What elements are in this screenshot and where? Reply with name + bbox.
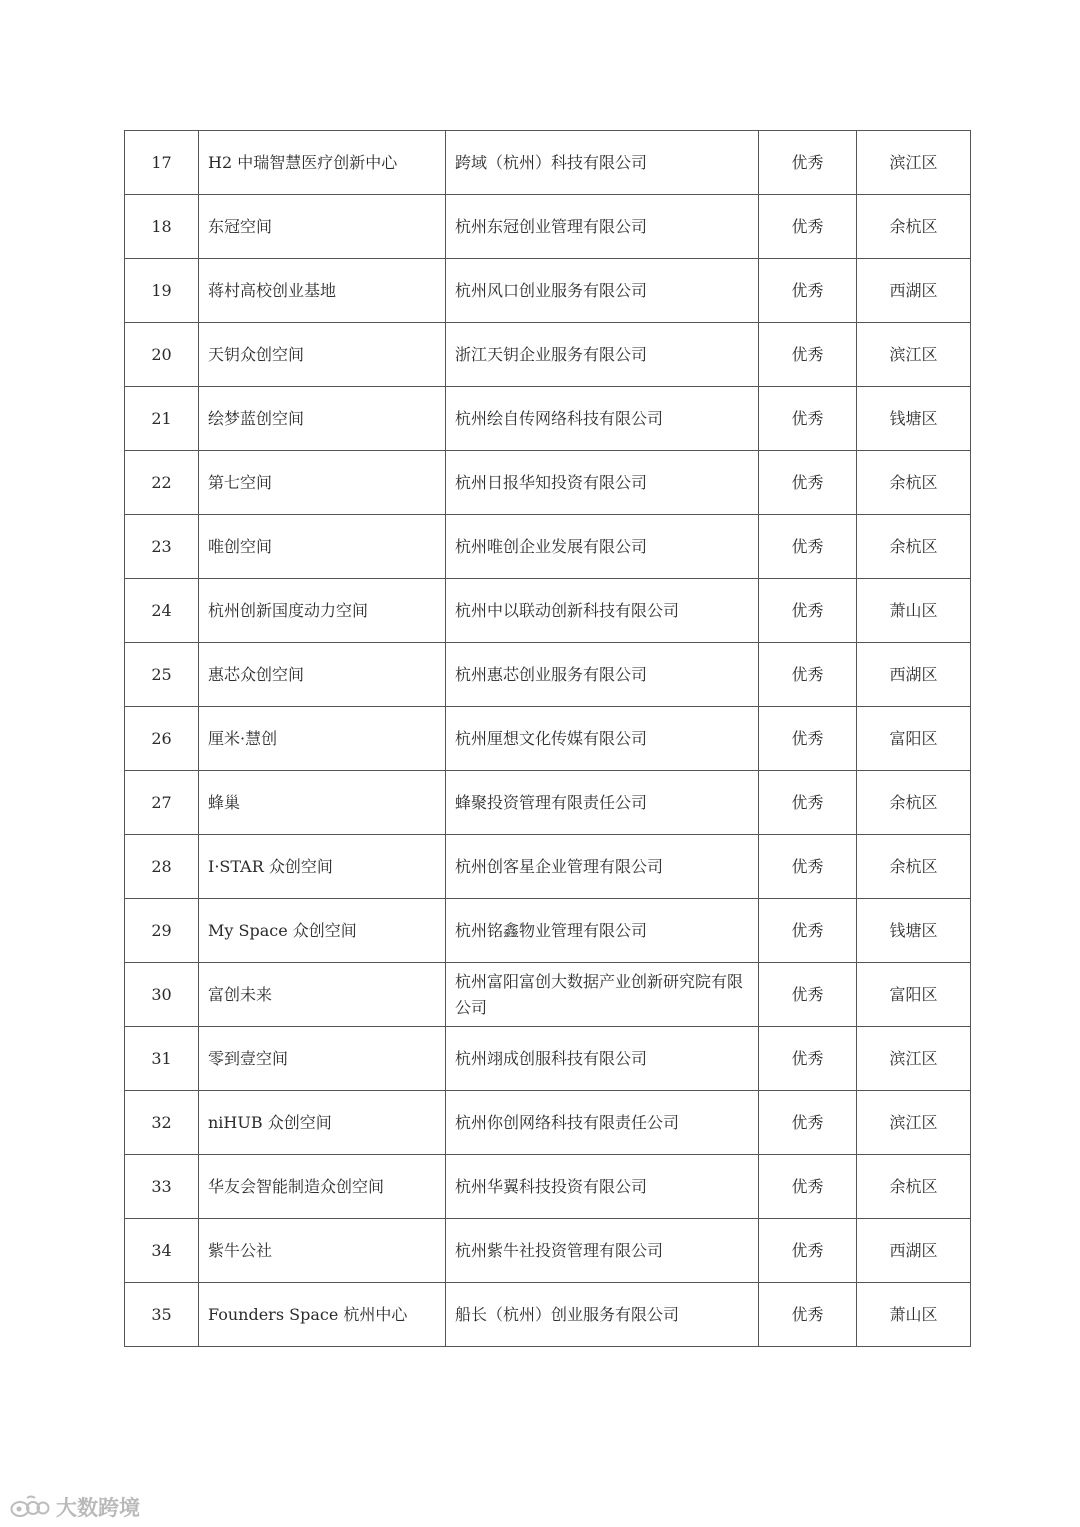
table-row bbox=[125, 579, 971, 643]
watermark-text: 大数跨境 bbox=[56, 1496, 140, 1520]
space-name-cell: 厘米·慧创 bbox=[199, 707, 446, 771]
rating-cell: 优秀 bbox=[759, 899, 857, 963]
table-row bbox=[125, 963, 971, 1027]
operating-company-cell: 浙江天钥企业服务有限公司 bbox=[446, 323, 759, 387]
rating-cell: 优秀 bbox=[759, 259, 857, 323]
table-row bbox=[125, 1219, 971, 1283]
row-index-cell: 22 bbox=[125, 451, 199, 515]
rating-cell: 优秀 bbox=[759, 579, 857, 643]
table-row bbox=[125, 515, 971, 579]
rating-cell: 优秀 bbox=[759, 643, 857, 707]
rating-cell: 优秀 bbox=[759, 1219, 857, 1283]
space-name-cell: 富创未来 bbox=[199, 963, 446, 1027]
rating-cell: 优秀 bbox=[759, 1027, 857, 1091]
district-cell: 萧山区 bbox=[857, 579, 971, 643]
space-name-cell: 唯创空间 bbox=[199, 515, 446, 579]
row-index-cell: 30 bbox=[125, 963, 199, 1027]
rating-cell: 优秀 bbox=[759, 1283, 857, 1347]
table-row bbox=[125, 1027, 971, 1091]
space-name-cell: 绘梦蓝创空间 bbox=[199, 387, 446, 451]
row-index-cell: 35 bbox=[125, 1283, 199, 1347]
district-cell: 余杭区 bbox=[857, 1155, 971, 1219]
rating-cell: 优秀 bbox=[759, 387, 857, 451]
operating-company-cell: 蜂聚投资管理有限责任公司 bbox=[446, 771, 759, 835]
operating-company-cell: 杭州富阳富创大数据产业创新研究院有限公司 bbox=[446, 963, 759, 1027]
space-name-cell: 紫牛公社 bbox=[199, 1219, 446, 1283]
district-cell: 钱塘区 bbox=[857, 387, 971, 451]
space-name-cell: 蒋村高校创业基地 bbox=[199, 259, 446, 323]
district-cell: 西湖区 bbox=[857, 259, 971, 323]
space-name-cell: 东冠空间 bbox=[199, 195, 446, 259]
operating-company-cell: 杭州惠芯创业服务有限公司 bbox=[446, 643, 759, 707]
district-cell: 富阳区 bbox=[857, 707, 971, 771]
operating-company-cell: 杭州你创网络科技有限责任公司 bbox=[446, 1091, 759, 1155]
rating-cell: 优秀 bbox=[759, 195, 857, 259]
operating-company-cell: 杭州风口创业服务有限公司 bbox=[446, 259, 759, 323]
district-cell: 余杭区 bbox=[857, 451, 971, 515]
operating-company-cell: 杭州中以联动创新科技有限公司 bbox=[446, 579, 759, 643]
table-row bbox=[125, 771, 971, 835]
row-index-cell: 27 bbox=[125, 771, 199, 835]
rating-cell: 优秀 bbox=[759, 1155, 857, 1219]
row-index-cell: 17 bbox=[125, 131, 199, 195]
operating-company-cell: 船长（杭州）创业服务有限公司 bbox=[446, 1283, 759, 1347]
rating-cell: 优秀 bbox=[759, 323, 857, 387]
operating-company-cell: 杭州铭鑫物业管理有限公司 bbox=[446, 899, 759, 963]
table-row bbox=[125, 835, 971, 899]
rating-cell: 优秀 bbox=[759, 835, 857, 899]
rating-cell: 优秀 bbox=[759, 131, 857, 195]
table-row bbox=[125, 643, 971, 707]
space-name-cell: Founders Space 杭州中心 bbox=[199, 1283, 446, 1347]
incubator-list-table bbox=[124, 130, 971, 1347]
district-cell: 余杭区 bbox=[857, 195, 971, 259]
table-row bbox=[125, 387, 971, 451]
table-row bbox=[125, 131, 971, 195]
space-name-cell: 杭州创新国度动力空间 bbox=[199, 579, 446, 643]
table-row bbox=[125, 1091, 971, 1155]
district-cell: 滨江区 bbox=[857, 323, 971, 387]
table-row bbox=[125, 707, 971, 771]
district-cell: 余杭区 bbox=[857, 771, 971, 835]
rating-cell: 优秀 bbox=[759, 963, 857, 1027]
space-name-cell: 华友会智能制造众创空间 bbox=[199, 1155, 446, 1219]
rating-cell: 优秀 bbox=[759, 771, 857, 835]
operating-company-cell: 杭州唯创企业发展有限公司 bbox=[446, 515, 759, 579]
rating-cell: 优秀 bbox=[759, 451, 857, 515]
space-name-cell: I·STAR 众创空间 bbox=[199, 835, 446, 899]
table-row bbox=[125, 323, 971, 387]
district-cell: 余杭区 bbox=[857, 835, 971, 899]
row-index-cell: 33 bbox=[125, 1155, 199, 1219]
operating-company-cell: 杭州绘自传网络科技有限公司 bbox=[446, 387, 759, 451]
row-index-cell: 19 bbox=[125, 259, 199, 323]
operating-company-cell: 杭州创客星企业管理有限公司 bbox=[446, 835, 759, 899]
district-cell: 西湖区 bbox=[857, 643, 971, 707]
space-name-cell: 第七空间 bbox=[199, 451, 446, 515]
table-row bbox=[125, 451, 971, 515]
row-index-cell: 31 bbox=[125, 1027, 199, 1091]
district-cell: 滨江区 bbox=[857, 1027, 971, 1091]
district-cell: 滨江区 bbox=[857, 131, 971, 195]
space-name-cell: My Space 众创空间 bbox=[199, 899, 446, 963]
district-cell: 钱塘区 bbox=[857, 899, 971, 963]
watermark bbox=[10, 1492, 140, 1522]
space-name-cell: niHUB 众创空间 bbox=[199, 1091, 446, 1155]
rating-cell: 优秀 bbox=[759, 707, 857, 771]
district-cell: 萧山区 bbox=[857, 1283, 971, 1347]
space-name-cell: 惠芯众创空间 bbox=[199, 643, 446, 707]
row-index-cell: 18 bbox=[125, 195, 199, 259]
rating-cell: 优秀 bbox=[759, 515, 857, 579]
row-index-cell: 34 bbox=[125, 1219, 199, 1283]
operating-company-cell: 杭州紫牛社投资管理有限公司 bbox=[446, 1219, 759, 1283]
row-index-cell: 25 bbox=[125, 643, 199, 707]
operating-company-cell: 杭州华翼科技投资有限公司 bbox=[446, 1155, 759, 1219]
operating-company-cell: 杭州翊成创服科技有限公司 bbox=[446, 1027, 759, 1091]
row-index-cell: 29 bbox=[125, 899, 199, 963]
table-row bbox=[125, 259, 971, 323]
table-row bbox=[125, 899, 971, 963]
row-index-cell: 23 bbox=[125, 515, 199, 579]
weibo-logo-icon bbox=[10, 1494, 50, 1520]
table-row bbox=[125, 1155, 971, 1219]
district-cell: 余杭区 bbox=[857, 515, 971, 579]
table-row bbox=[125, 1283, 971, 1347]
district-cell: 西湖区 bbox=[857, 1219, 971, 1283]
rating-cell: 优秀 bbox=[759, 1091, 857, 1155]
row-index-cell: 28 bbox=[125, 835, 199, 899]
space-name-cell: H2 中瑞智慧医疗创新中心 bbox=[199, 131, 446, 195]
row-index-cell: 26 bbox=[125, 707, 199, 771]
district-cell: 富阳区 bbox=[857, 963, 971, 1027]
row-index-cell: 24 bbox=[125, 579, 199, 643]
row-index-cell: 32 bbox=[125, 1091, 199, 1155]
district-cell: 滨江区 bbox=[857, 1091, 971, 1155]
operating-company-cell: 杭州东冠创业管理有限公司 bbox=[446, 195, 759, 259]
operating-company-cell: 跨域（杭州）科技有限公司 bbox=[446, 131, 759, 195]
space-name-cell: 蜂巢 bbox=[199, 771, 446, 835]
space-name-cell: 天钥众创空间 bbox=[199, 323, 446, 387]
operating-company-cell: 杭州厘想文化传媒有限公司 bbox=[446, 707, 759, 771]
table-row bbox=[125, 195, 971, 259]
row-index-cell: 21 bbox=[125, 387, 199, 451]
space-name-cell: 零到壹空间 bbox=[199, 1027, 446, 1091]
operating-company-cell: 杭州日报华知投资有限公司 bbox=[446, 451, 759, 515]
row-index-cell: 20 bbox=[125, 323, 199, 387]
table-body bbox=[125, 131, 971, 1347]
